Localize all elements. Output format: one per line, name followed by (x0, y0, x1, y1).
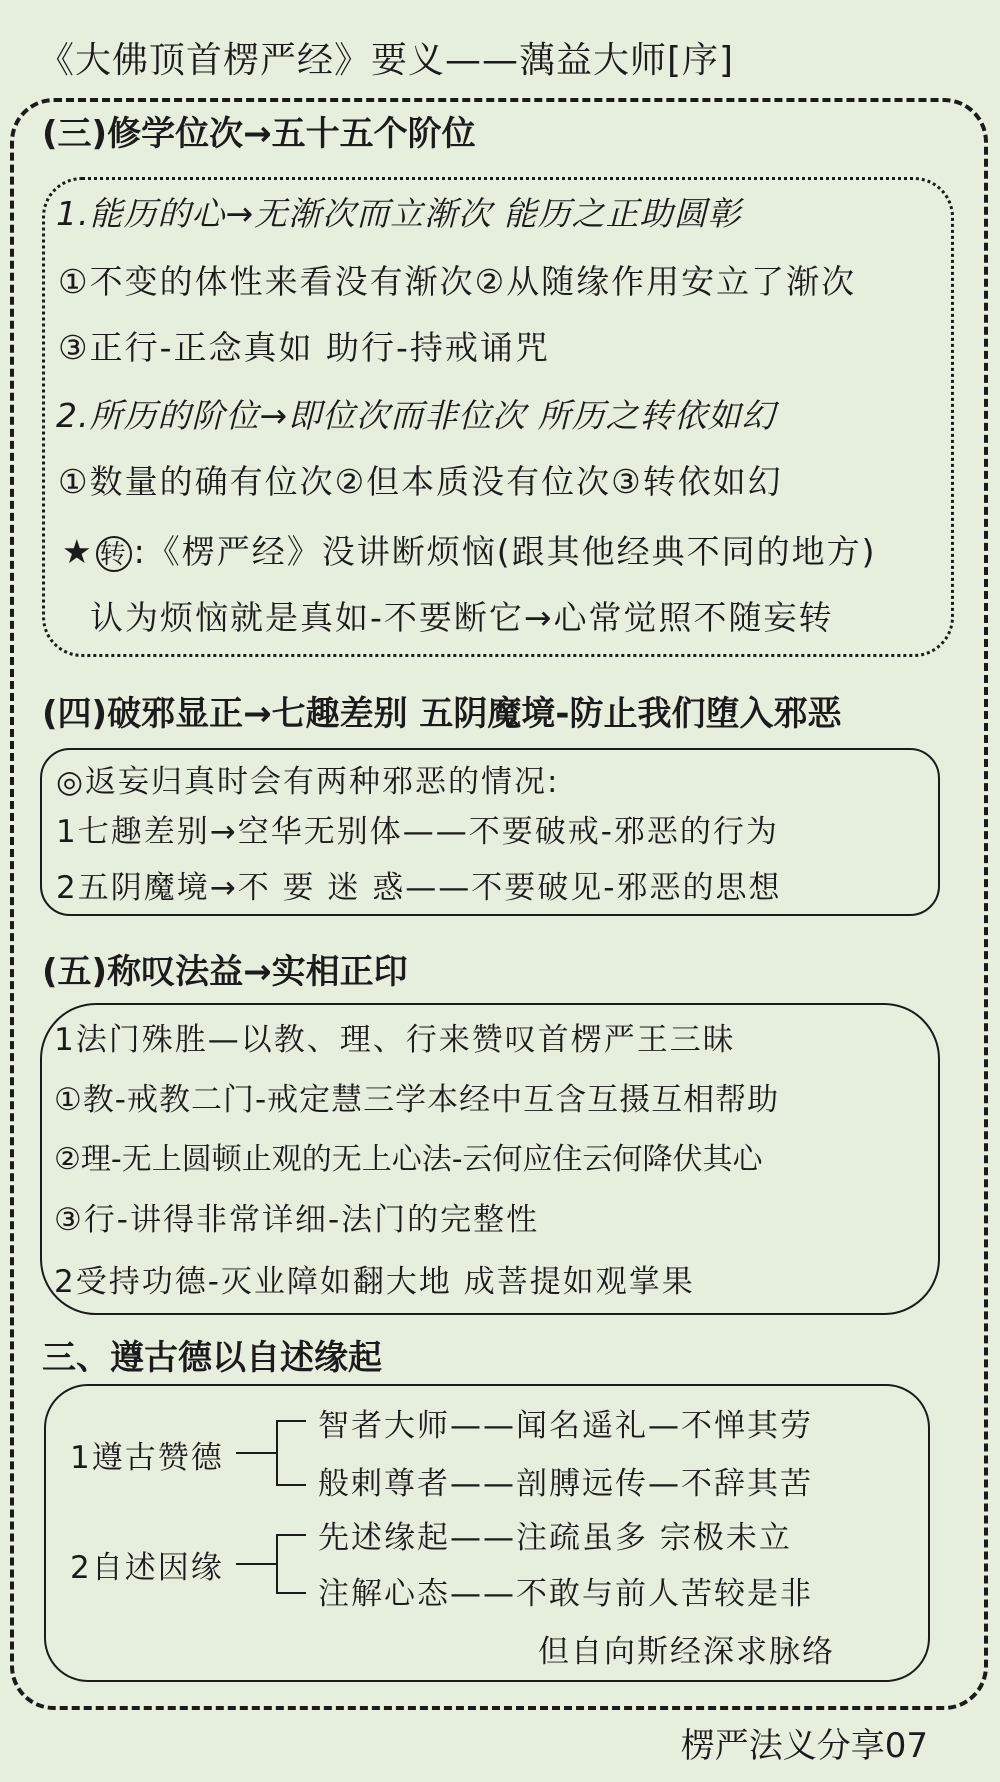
group1-label: 1遵古赞德 (70, 1440, 224, 1476)
section3-heading: (三)修学位次→五十五个阶位 (42, 114, 476, 154)
footer-label: 楞严法义分享07 (680, 1726, 928, 1766)
group1-branch-2: 般剌尊者——剖膊远传—不辞其苦 (318, 1466, 813, 1502)
group2-label: 2自述因缘 (70, 1550, 224, 1586)
part3-heading: 三、遵古德以自述缘起 (42, 1338, 382, 1378)
section5-line-3: ②理-无上圆顿止观的无上心法-云何应住云何降伏其心 (54, 1142, 763, 1177)
group2-branch-2: 注解心态——不敢与前人苦较是非 (318, 1576, 813, 1612)
group2-extra: 但自向斯经深求脉络 (538, 1634, 835, 1670)
group2-connector (236, 1563, 276, 1565)
group1-branch-1: 智者大师——闻名遥礼—不惮其劳 (318, 1408, 813, 1444)
section3-line-5: ①数量的确有位次②但本质没有位次③转依如幻 (58, 462, 783, 501)
circled-char: 转 (96, 536, 132, 572)
group1-bracket (276, 1420, 278, 1484)
group2-branch-line-2 (276, 1592, 306, 1594)
section3-line-2: ①不变的体性来看没有渐次②从随缘作用安立了渐次 (58, 262, 857, 301)
star-icon: ★ (62, 532, 94, 571)
group1-branch-line-1 (276, 1420, 306, 1422)
group2-branch-line-1 (276, 1534, 306, 1536)
section3-line-1: 1.能历的心→无渐次而立渐次 能历之正助圆彰 (56, 194, 742, 233)
section4-line-3: 2五阴魔境→不 要 迷 惑——不要破见-邪恶的思想 (56, 870, 782, 906)
section5-line-4: ③行-讲得非常详细-法门的完整性 (54, 1202, 540, 1238)
section3-note-line2: 认为烦恼就是真如-不要断它→心常觉照不随妄转 (90, 598, 834, 637)
section4-line-1: ◎返妄归真时会有两种邪恶的情况: (56, 764, 560, 800)
section5-heading: (五)称叹法益→实相正印 (42, 952, 408, 992)
group2-branch-1: 先述缘起——注疏虽多 宗极未立 (318, 1520, 792, 1556)
group2-bracket (276, 1534, 278, 1592)
group1-connector (236, 1452, 276, 1454)
section3-line-4: 2.所历的阶位→即位次而非位次 所历之转依如幻 (56, 396, 776, 435)
section4-line-2: 1七趣差别→空华无别体——不要破戒-邪恶的行为 (56, 814, 779, 850)
section3-note-text: :《楞严经》没讲断烦恼(跟其他经典不同的地方) (133, 532, 877, 571)
section5-line-2: ①教-戒教二门-戒定慧三学本经中互含互摄互相帮助 (54, 1082, 780, 1118)
group1-branch-line-2 (276, 1484, 306, 1486)
section5-line-5: 2受持功德-灭业障如翻大地 成菩提如观掌果 (54, 1264, 695, 1300)
section3-note (62, 526, 876, 573)
page-title: 《大佛顶首楞严经》要义——蕅益大师[序] (38, 40, 735, 81)
section4-heading: (四)破邪显正→七趣差别 五阴魔境-防止我们堕入邪恶 (42, 694, 842, 734)
section5-line-1: 1法门殊胜—以教、理、行来赞叹首楞严王三昧 (54, 1022, 736, 1058)
section3-line-3: ③正行-正念真如 助行-持戒诵咒 (58, 328, 550, 367)
